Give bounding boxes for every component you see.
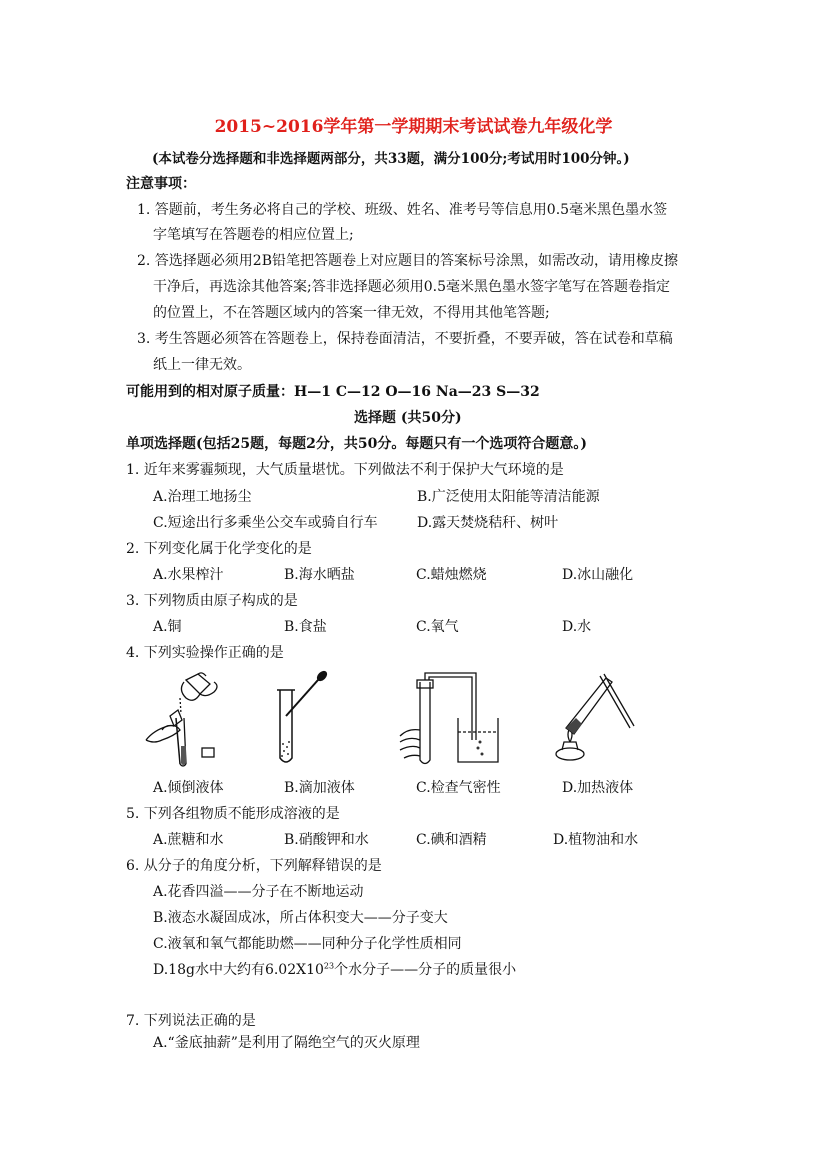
notice-heading: 注意事项：	[126, 176, 196, 192]
question-6-option-a: A.花香四溢——分子在不断地运动	[153, 884, 364, 900]
question-1-option-b: B.广泛使用太阳能等清洁能源	[417, 489, 600, 505]
question-5-option-c: C.碘和酒精	[416, 832, 487, 848]
question-5-option-b: B.硝酸钾和水	[284, 832, 369, 848]
notice-3-line-1: 3. 考生答题必须答在答题卷上，保持卷面清洁，不要折叠，不要弄破，答在试卷和草稿	[137, 331, 673, 347]
question-6-option-b: B.液态水凝固成冰，所占体积变大——分子变大	[153, 910, 448, 926]
question-2-option-a: A.水果榨汁	[153, 567, 224, 583]
notice-3-line-2: 纸上一律无效。	[153, 357, 251, 373]
question-6-stem: 6. 从分子的角度分析，下列解释错误的是	[126, 858, 382, 874]
notice-1-line-2: 字笔填写在答题卷的相应位置上;	[153, 227, 354, 243]
question-6-option-d-text-2: 个水分子——分子的质量很小	[334, 962, 517, 978]
question-4-option-c: C.检查气密性	[416, 780, 501, 796]
question-5-option-d: D.植物油和水	[553, 832, 639, 848]
question-4-stem: 4. 下列实验操作正确的是	[126, 645, 284, 661]
question-6-option-d	[153, 959, 516, 979]
page-title: 2015~2016学年第一学期期末考试试卷九年级化学	[214, 117, 613, 137]
question-6-option-d-text: D.18g水中大约有6.02X10	[153, 962, 324, 978]
question-1-option-a: A.治理工地扬尘	[153, 489, 252, 505]
question-3-option-d: D.水	[562, 619, 592, 635]
question-5-stem: 5. 下列各组物质不能形成溶液的是	[126, 806, 340, 822]
question-2-option-c: C.蜡烛燃烧	[416, 567, 487, 583]
question-4-option-b: B.滴加液体	[284, 780, 355, 796]
question-1-option-c: C.短途出行多乘坐公交车或骑自行车	[153, 515, 378, 531]
section-description: 单项选择题(包括25题，每题2分，共50分。每题只有一个选项符合题意。)	[126, 436, 587, 452]
question-3-option-a: A.铜	[153, 619, 182, 635]
question-3-stem: 3. 下列物质由原子构成的是	[126, 593, 298, 609]
question-3-option-c: C.氧气	[416, 619, 459, 635]
heating-liquid-figure	[548, 672, 638, 772]
question-4-option-d: D.加热液体	[562, 780, 634, 796]
question-7-option-a: A.“釜底抽薪”是利用了隔绝空气的灭火原理	[153, 1035, 420, 1051]
question-6-option-c: C.液氧和氧气都能助燃——同种分子化学性质相同	[153, 936, 462, 952]
question-2-option-d: D.冰山融化	[562, 567, 634, 583]
question-1-stem: 1. 近年来雾霾频现，大气质量堪忧。下列做法不利于保护大气环境的是	[126, 462, 564, 478]
airtightness-check-figure	[398, 670, 508, 770]
question-3-option-b: B.食盐	[284, 619, 327, 635]
notice-1-line-1: 1. 答题前，考生务必将自己的学校、班级、姓名、准考号等信息用0.5毫米黑色墨水签	[137, 202, 668, 218]
question-7-stem: 7. 下列说法正确的是	[126, 1013, 256, 1029]
section-title: 选择题 (共50分)	[354, 410, 462, 426]
question-4-option-a: A.倾倒液体	[153, 780, 224, 796]
pouring-liquid-figure	[140, 668, 230, 768]
exponent: 23	[323, 961, 335, 971]
notice-2-line-2: 干净后，再选涂其他答案;答非选择题必须用0.5毫米黑色墨水签字笔写在答题卷指定	[153, 279, 670, 295]
question-2-stem: 2. 下列变化属于化学变化的是	[126, 541, 312, 557]
notice-2-line-1: 2. 答选择题必须用2B铅笔把答题卷上对应题目的答案标号涂黑，如需改动，请用橡皮擦	[137, 253, 679, 269]
question-5-option-a: A.蔗糖和水	[153, 832, 224, 848]
exam-subtitle: (本试卷分选择题和非选择题两部分，共33题，满分100分;考试用时100分钟。)	[152, 151, 630, 167]
question-1-option-d: D.露天焚烧秸秆、树叶	[417, 515, 559, 531]
dropping-liquid-figure	[266, 670, 336, 770]
atomic-mass-line: 可能用到的相对原子质量：H—1 C—12 O—16 Na—23 S—32	[126, 384, 540, 400]
question-2-option-b: B.海水晒盐	[284, 567, 355, 583]
notice-2-line-3: 的位置上，不在答题区域内的答案一律无效，不得用其他笔答题;	[153, 305, 550, 321]
